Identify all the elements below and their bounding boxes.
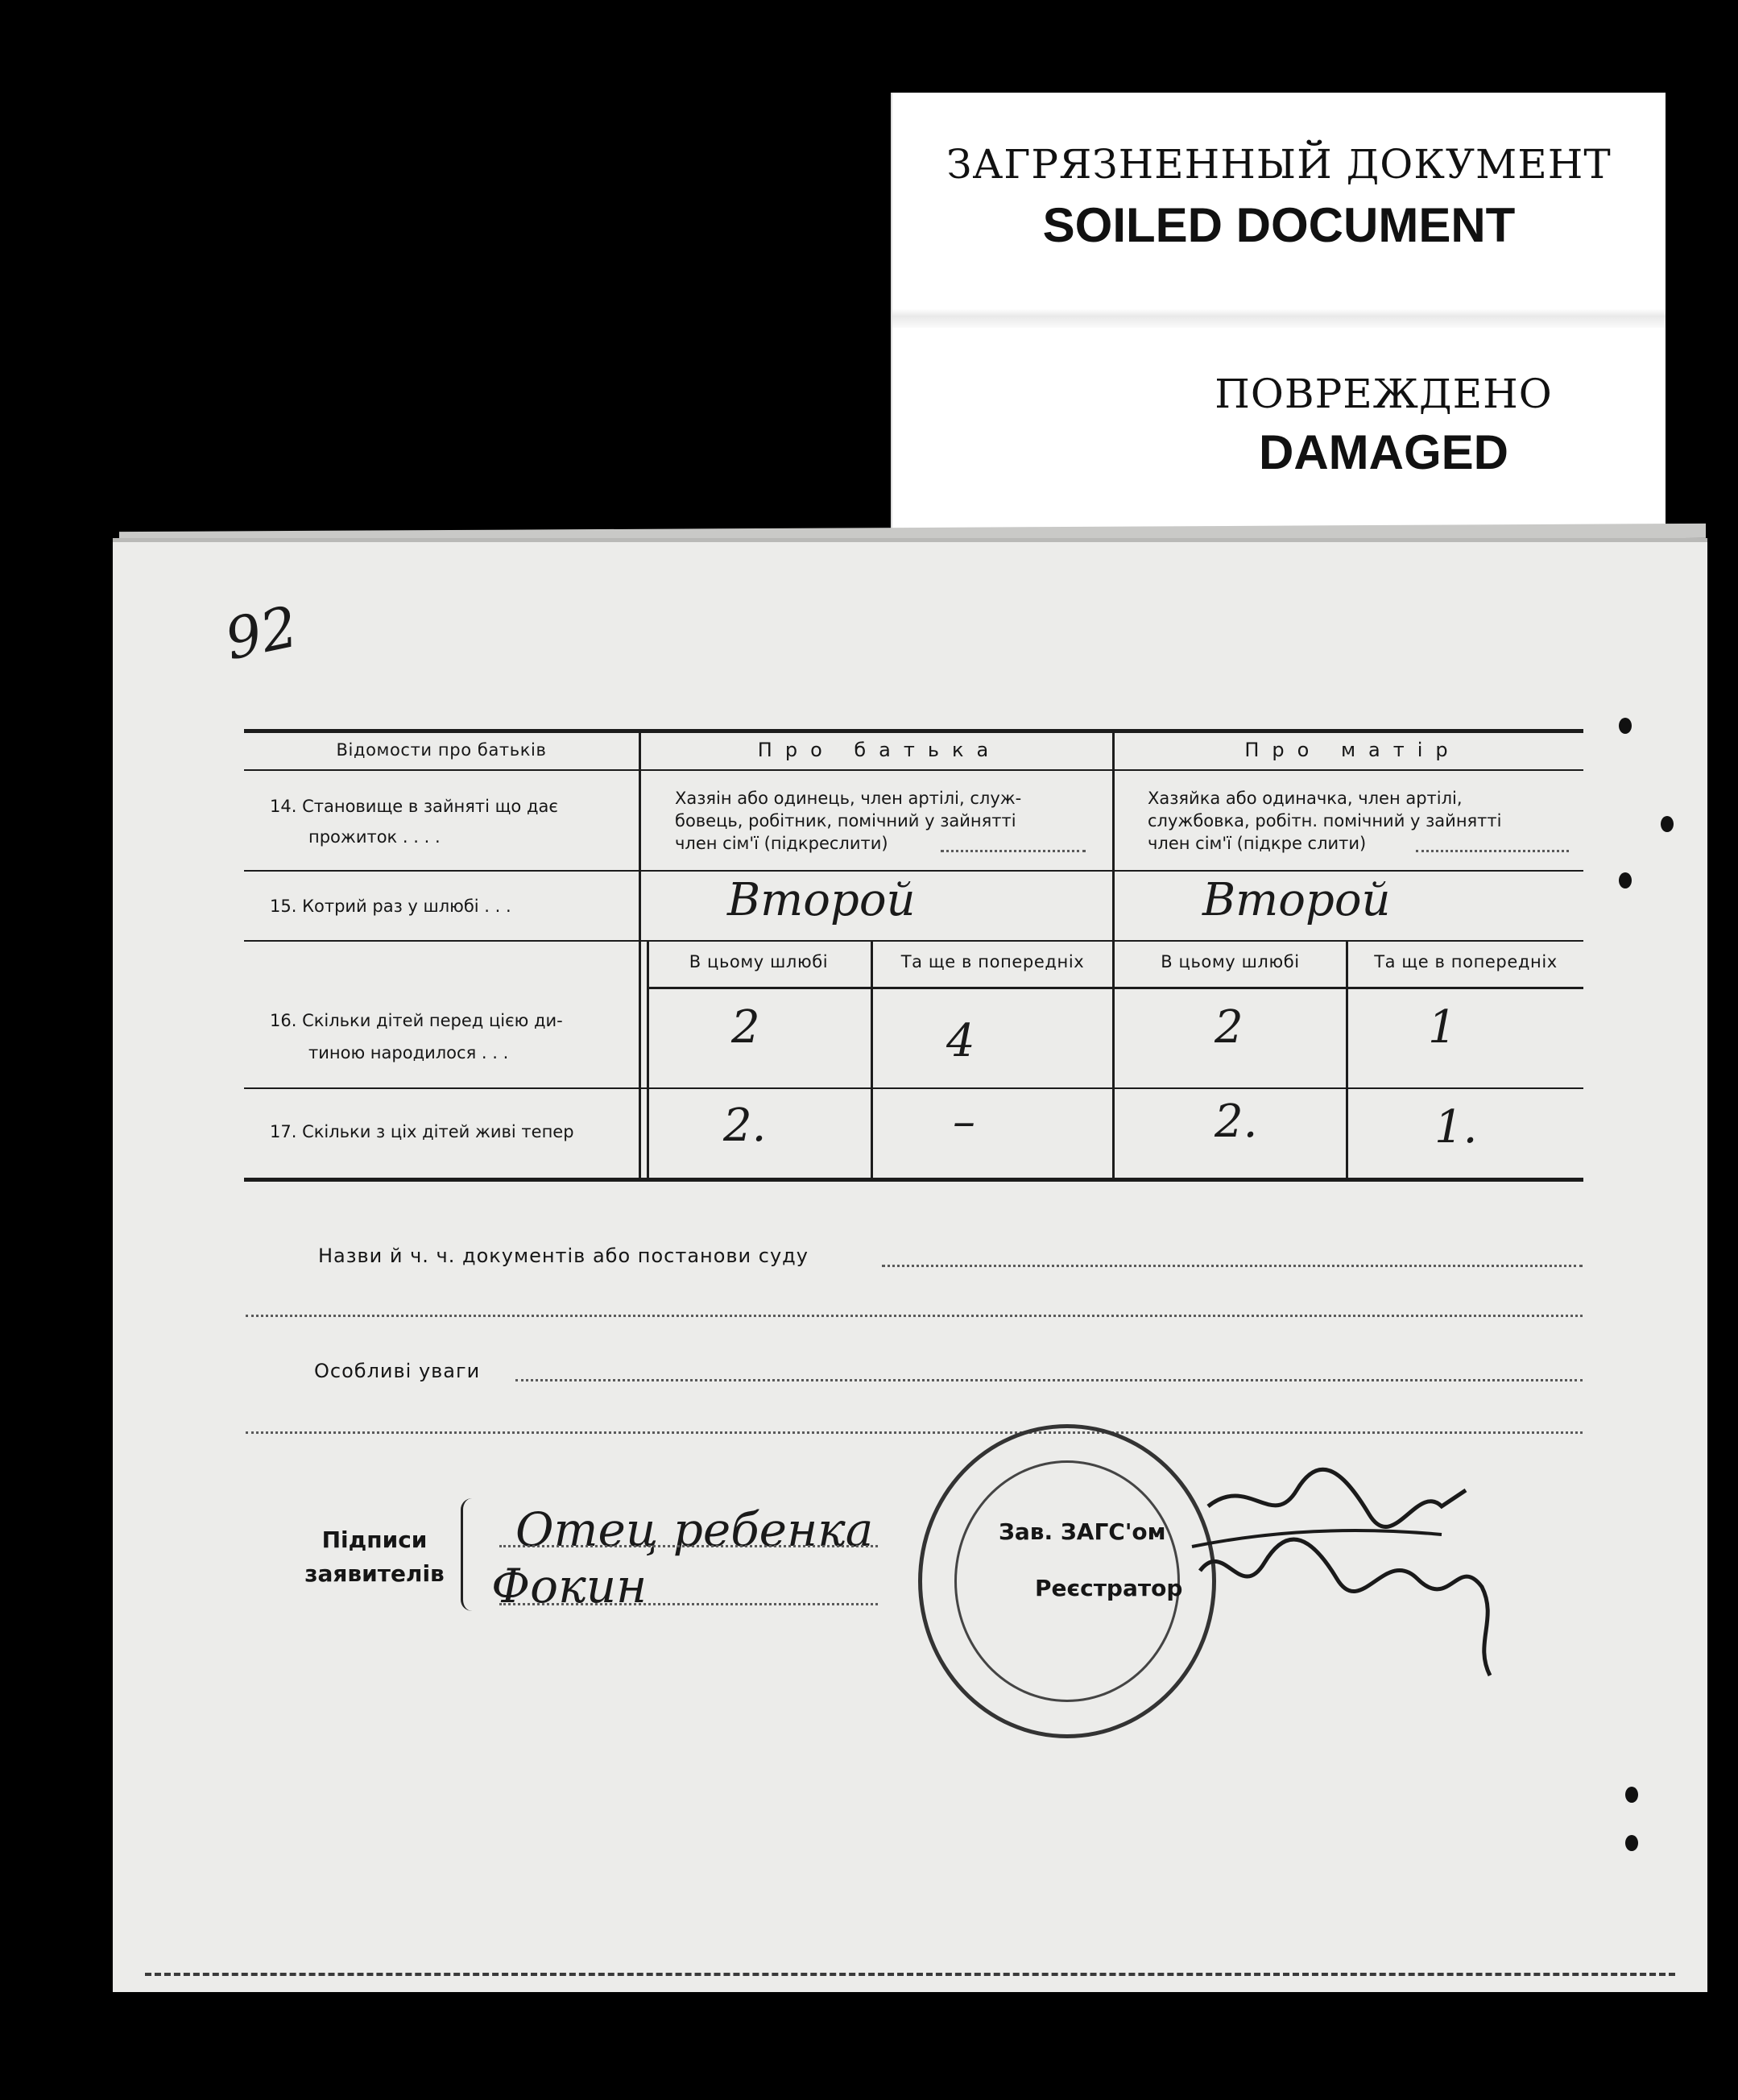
page-number-mark: 92 — [219, 593, 304, 673]
column-header-father: Про батька — [757, 739, 1002, 761]
official-signature-scribble — [1176, 1458, 1514, 1700]
applicant-signature-1: Отец ребенка — [515, 1502, 874, 1557]
table-bottom-rule — [244, 1178, 1583, 1182]
punch-hole — [1619, 872, 1632, 888]
parents-info-table — [244, 729, 1583, 1180]
damaged-label-en: DAMAGED — [1259, 425, 1508, 479]
row16-mother-this-value: 2 — [1215, 1001, 1243, 1054]
row16-label-line1: 16. Скільки дітей перед цією ди- — [270, 1011, 563, 1030]
documents-fill-line-2 — [246, 1315, 1583, 1317]
notes-label: Особливі уваги — [314, 1360, 481, 1382]
punch-hole — [1625, 1835, 1638, 1851]
row15-father-value: Второй — [727, 874, 916, 926]
damaged-label-ru: ПОВРЕЖДЕНО — [1215, 371, 1553, 417]
row14-father-line3: член сім'ї (підкреслити) — [675, 834, 888, 853]
label-crease — [892, 309, 1666, 328]
archive-label-card — [891, 93, 1666, 536]
punch-hole — [1625, 1787, 1638, 1803]
signature-line — [499, 1545, 878, 1547]
mother-this-marriage-header: В цьому шлюбі — [1161, 952, 1300, 971]
father-previous-header: Та ще в попередніх — [900, 952, 1085, 971]
head-of-registry-label: Зав. ЗАГС'ом — [999, 1518, 1166, 1545]
documents-label: Назви й ч. ч. документів або постанови суду — [318, 1245, 809, 1267]
signature-line — [499, 1603, 878, 1605]
applicant-signature-2: Фокин — [491, 1559, 648, 1613]
table-rule — [244, 940, 1583, 942]
row14-mother-line3: член сім'ї (підкре слити) — [1148, 834, 1367, 853]
dotted-fill-line — [1416, 850, 1569, 852]
notes-fill-line — [515, 1379, 1583, 1381]
signatures-label-line2: заявителів — [304, 1560, 445, 1587]
registrar-label: Реєстратор — [1035, 1575, 1183, 1601]
column-header-mother: Про матір — [1244, 739, 1461, 761]
column-header-info: Відомости про батьків — [336, 740, 547, 760]
table-rule — [244, 870, 1583, 872]
row17-father-this-value: 2. — [723, 1100, 767, 1152]
father-this-marriage-header: В цьому шлюбі — [689, 952, 829, 971]
table-rule — [244, 769, 1583, 771]
row14-label-line2: прожиток . . . . — [308, 827, 441, 847]
row17-mother-this-value: 2. — [1215, 1096, 1258, 1148]
row17-father-prev-value: – — [953, 1096, 975, 1148]
table-col-rule — [871, 940, 873, 1182]
punch-hole — [1619, 718, 1632, 734]
dotted-fill-line — [941, 850, 1086, 852]
table-col-rule — [1346, 940, 1348, 1182]
table-rule — [244, 1087, 1583, 1089]
punch-hole — [1661, 816, 1674, 832]
perforation-line — [145, 1973, 1675, 1976]
signatures-label-line1: Підписи — [321, 1526, 428, 1553]
row17-mother-prev-value: 1. — [1434, 1101, 1478, 1154]
row14-label-line1: 14. Становище в зайняті що дає — [270, 797, 558, 816]
table-rule — [647, 987, 1583, 989]
row15-mother-value: Второй — [1202, 874, 1391, 926]
row16-label-line2: тиною народилося . . . — [308, 1043, 509, 1062]
table-col-rule — [647, 940, 649, 1182]
row15-label: 15. Котрий раз у шлюбі . . . — [270, 897, 511, 916]
row16-father-prev-value: 4 — [946, 1015, 975, 1067]
soiled-label-en: SOILED DOCUMENT — [1042, 198, 1516, 252]
row14-mother-line1: Хазяйка або одиначка, член артілі, — [1148, 789, 1463, 808]
row16-mother-prev-value: 1 — [1428, 1001, 1457, 1054]
row16-father-this-value: 2 — [731, 1001, 760, 1054]
row14-father-line1: Хазяін або одинець, член артілі, служ- — [675, 789, 1022, 808]
table-col-rule — [639, 729, 641, 1182]
row14-father-line2: бовець, робітник, помічний у зайнятті — [675, 811, 1016, 830]
mother-previous-header: Та ще в попередніх — [1374, 952, 1558, 971]
documents-fill-line — [882, 1265, 1583, 1267]
soiled-label-ru: ЗАГРЯЗНЕННЫЙ ДОКУМЕНТ — [946, 141, 1612, 188]
table-top-rule — [244, 729, 1583, 733]
row17-label: 17. Скільки з ціх дітей живі тепер — [270, 1122, 574, 1141]
notes-fill-line-2 — [246, 1431, 1583, 1434]
signatures-brace — [461, 1498, 478, 1611]
row14-mother-line2: службовка, робітн. помічний у зайнятті — [1148, 811, 1502, 830]
